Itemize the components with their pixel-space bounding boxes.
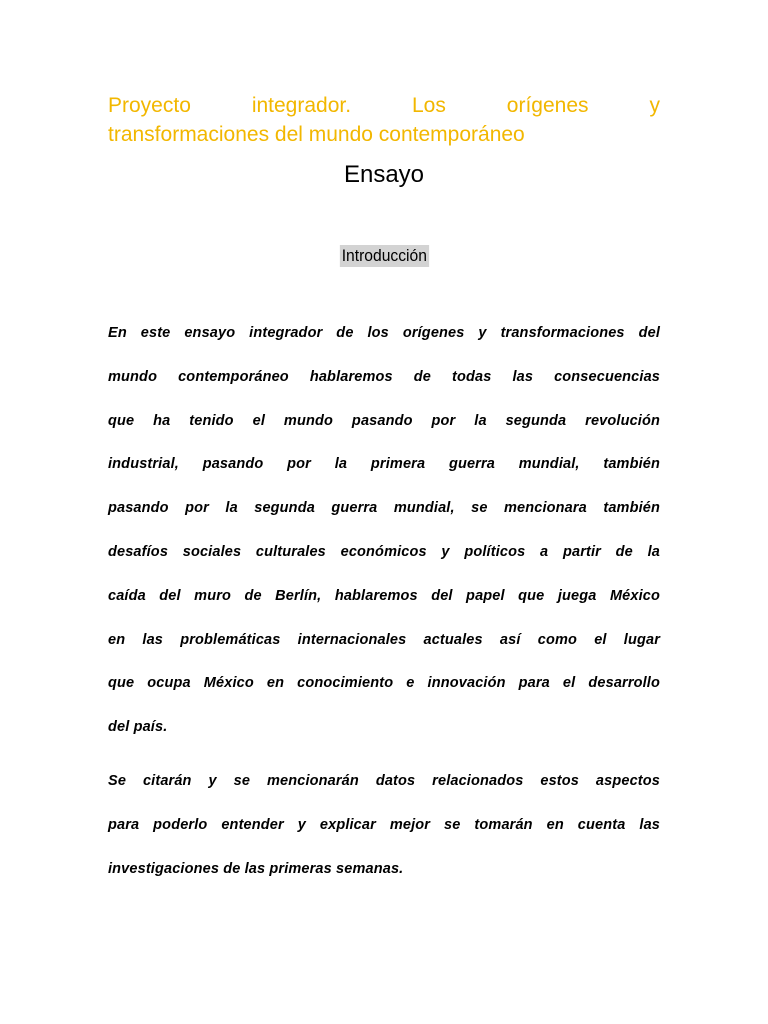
paragraph-line: pasando por la segunda guerra mundial, se mencionara también: [108, 500, 660, 517]
title-line-2: transformaciones del mundo contemporáneo: [108, 123, 525, 146]
paragraph-line: En este ensayo integrador de los orígenes y transformaciones del: [108, 325, 660, 341]
paragraph-line: desafíos sociales culturales económicos y políticos a partir de la: [108, 543, 660, 560]
title-line-1: [108, 91, 660, 120]
paragraph-line: caída del muro de Berlín, hablaremos del papel que juega México: [108, 587, 660, 604]
document-subtitle: Ensayo: [343, 161, 425, 188]
title-word: Los: [412, 94, 446, 117]
title-word: integrador.: [251, 94, 352, 117]
section-heading: Introducción: [341, 246, 427, 265]
document-title: [108, 91, 660, 149]
paragraph-line: investigaciones de las primeras semanas.: [108, 860, 404, 877]
paragraph-line: Se citarán y se mencionarán datos relacionados estos aspectos: [108, 773, 660, 789]
paragraph-line: en las problemáticas internacionales actuales así como el lugar: [108, 631, 660, 648]
paragraph-line: que ocupa México en conocimiento e innovación para el desarrollo: [108, 675, 660, 692]
paragraph-line: del país.: [108, 719, 168, 736]
title-word: orígenes: [506, 94, 589, 117]
paragraph-line: que ha tenido el mundo pasando por la segunda revolución: [108, 412, 660, 429]
section-heading-container: [0, 245, 768, 267]
title-word: Proyecto: [108, 94, 191, 117]
title-word: y: [649, 94, 660, 117]
paragraph-line: para poderlo entender y explicar mejor se tomarán en cuenta las: [108, 816, 660, 833]
paragraph-line: mundo contemporáneo hablaremos de todas las consecuencias: [108, 368, 660, 385]
paragraph-line: industrial, pasando por la primera guerra mundial, también: [108, 456, 660, 473]
intro-paragraph: [108, 312, 660, 750]
second-paragraph: [108, 760, 660, 891]
